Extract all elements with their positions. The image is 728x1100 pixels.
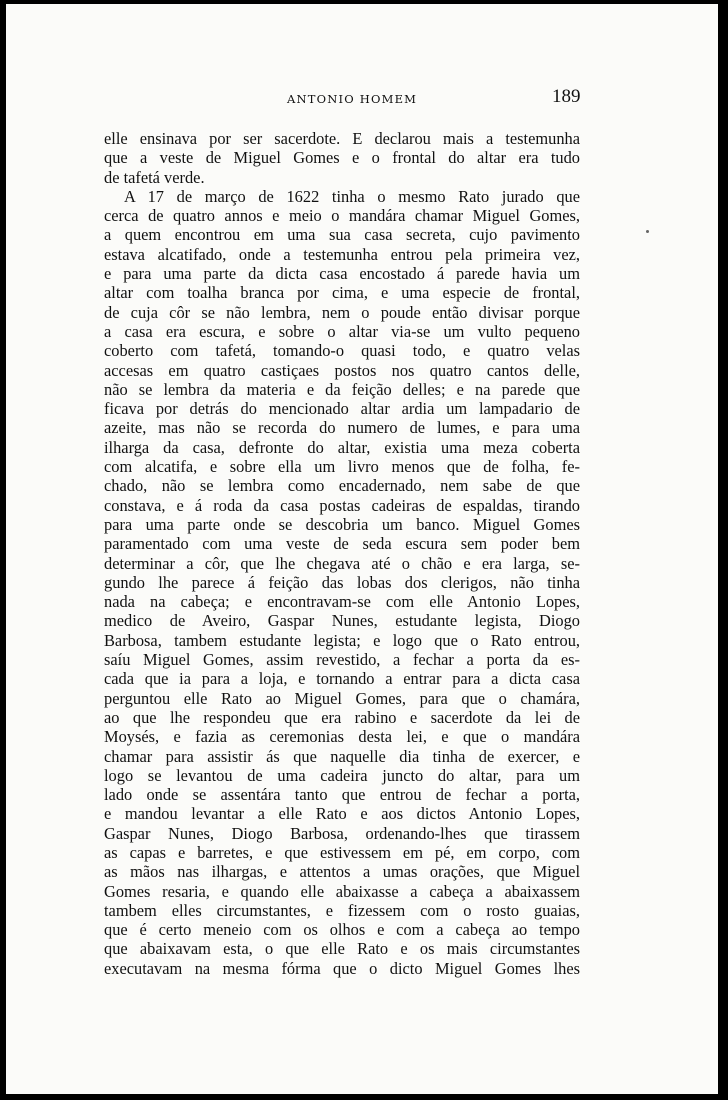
text-line: constava, e á roda da casa postas cadeiras de espaldas, tirando [104,495,580,515]
text-line: saíu Miguel Gomes, assim revestido, a fechar a porta da es- [104,650,580,670]
text-line: com alcatifa, e sobre ella um livro menos que de folha, fe- [104,457,580,477]
text-line: que a veste de Miguel Gomes e o frontal do altar era tudo [104,148,580,168]
text-line: accesas em quatro castiçaes postos nos quatro cantos delle, [104,360,580,380]
text-line: de cuja côr se não lembra, nem o poude então divisar porque [104,302,580,322]
text-line: logo se levantou de uma cadeira juncto do altar, para um [104,765,580,785]
text-line: a quem encontrou em uma sua casa secreta, cujo pavimento [104,225,580,245]
text-line: coberto com tafetá, tomando-o quasi todo, e quatro velas [104,341,580,361]
text-line: cada que ia para a loja, e tornando a entrar para a dicta casa [104,669,580,689]
text-line: e mandou levantar a elle Rato e aos dictos Antonio Lopes, [104,804,580,824]
text-line: para uma parte onde se descobria um banco. Miguel Gomes [104,514,580,534]
text-line: que é certo meneio com os olhos e com a cabeça ao tempo [104,920,580,940]
text-line: estava alcatifado, onde a testemunha entrou pela primeira vez, [104,244,580,264]
text-line: cerca de quatro annos e meio o mandára chamar Miguel Gomes, [104,206,580,226]
page-number: 189 [552,86,581,107]
text-line: e para uma parte da dicta casa encostado á parede havia um [104,264,580,284]
text-line: medico de Aveiro, Gaspar Nunes, estudante legista, Diogo [104,611,580,631]
book-page [6,4,718,1094]
text-line: gundo lhe parece á feição das lobas dos clerigos, não tinha [104,572,580,592]
text-line: A 17 de março de 1622 tinha o mesmo Rato jurado que [124,186,580,206]
text-line: Gaspar Nunes, Diogo Barbosa, ordenando-lhes que tirassem [104,823,580,843]
text-line: as mãos nas ilhargas, e attentos a umas orações, que Miguel [104,862,580,882]
text-line: tambem elles circumstantes, e fizessem com o rosto guaias, [104,900,580,920]
text-line: nada na cabeça; e encontravam-se com elle Antonio Lopes, [104,592,580,612]
text-line: ilharga da casa, defronte do altar, existia uma meza coberta [104,437,580,457]
text-line: azeite, mas não se recorda do numero de lumes, e para uma [104,418,580,438]
running-title: ANTONIO HOMEM [287,92,418,106]
text-line: determinar a côr, que lhe chegava até o chão e era larga, se- [104,553,580,573]
text-line: ficava por detrás do mencionado altar ardia um lampadario de [104,399,580,419]
text-line: as capas e barretes, e que estivessem em pé, em corpo, com [104,842,580,862]
text-line: ao que lhe respondeu que era rabino e sacerdote da lei de [104,707,580,727]
text-line: chado, não se lembra como encadernado, nem sabe de que [104,476,580,496]
text-line: chamar para assistir ás que naquelle dia tinha de exercer, e [104,746,580,766]
text-line: a casa era escura, e sobre o altar via-se um vulto pequeno [104,321,580,341]
text-line: perguntou elle Rato ao Miguel Gomes, para que o chamára, [104,688,580,708]
text-line: Barbosa, tambem estudante legista; e logo que o Rato entrou, [104,630,580,650]
text-line: Moysés, e fazia as ceremonias desta lei, e que o mandára [104,727,580,747]
text-line: Gomes resaria, e quando elle abaixasse a cabeça a abaixassem [104,881,580,901]
text-line: não se lembra da materia e da feição delles; e na parede que [104,379,580,399]
body-text [104,129,580,978]
text-line: de tafetá verde. [104,167,205,187]
text-line: altar com toalha branca por cima, e uma especie de frontal, [104,283,580,303]
text-line: lado onde se assentára tanto que entrou de fechar a porta, [104,785,580,805]
paper-speck [646,230,649,233]
text-line: elle ensinava por ser sacerdote. E declarou mais a testemunha [104,129,580,148]
page-header [6,88,718,112]
text-line: executavam na mesma fórma que o dicto Miguel Gomes lhes [104,958,580,978]
text-line: que abaixavam esta, o que elle Rato e os mais circumstantes [104,939,580,959]
text-line: paramentado com uma veste de seda escura sem poder bem [104,534,580,554]
